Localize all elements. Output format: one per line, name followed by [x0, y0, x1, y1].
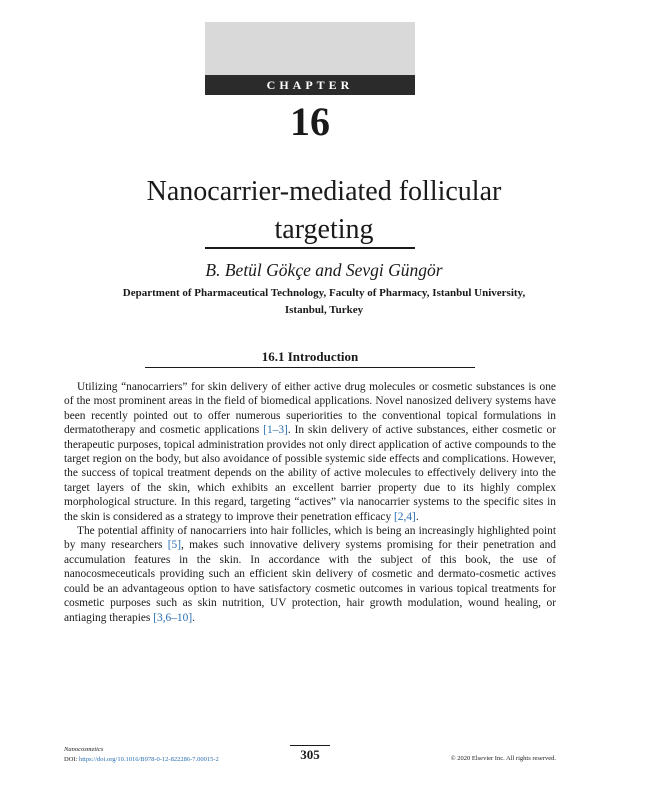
affiliation-line-1: Department of Pharmaceutical Technology, Faculty of Pharmacy, Istanbul University, [122, 287, 526, 299]
citation-link[interactable]: [1–3] [263, 424, 288, 437]
section-divider [145, 367, 475, 368]
section-heading: 16.1 Introduction [261, 349, 359, 364]
body-text [64, 380, 556, 625]
paragraph-text: , makes such innovative delivery systems promising for their penetration and accumulation features in the skin. In accordance with the subject of this book, the use of nanocosmeceuticals providing such an efficient skin delivery of cosmetic and dermato-cosmetic actives could be an advantageous option to have satisfactory cosmetic outcomes in various topical treatments for cosmetic purposes such as skin nutrition, UV protection, hair growth modulation, wound healing, or antiaging therapies [64, 539, 556, 624]
paragraph-2 [64, 524, 556, 625]
author-affiliation [70, 285, 578, 319]
paragraph-1 [64, 380, 556, 524]
doi-line [64, 755, 294, 765]
book-title: Nanocosmetics [64, 746, 104, 753]
author-names: B. Betül Gökçe and Sevgi Güngör [205, 260, 443, 280]
footer-citation [64, 745, 294, 765]
paragraph-text: Utilizing “nanocarriers” for skin delivery of either active drug molecules or cosmetic substances is one of the most prominent areas in the field of biomedical applications. Novel nanosized delivery systems have been recently pointed out to offer numerous superiorities to the conventional topical formulations in dermatotherapy and cosmetic applications [64, 381, 556, 437]
paragraph-text: . [415, 510, 419, 523]
paragraph-text: . [192, 611, 195, 624]
chapter-title-line-1: Nanocarrier-mediated follicular [146, 176, 502, 207]
chapter-header-block [205, 22, 415, 75]
copyright-notice: © 2020 Elsevier Inc. All rights reserved. [450, 755, 556, 762]
citation-link[interactable]: [2,4] [394, 510, 416, 523]
chapter-number: 16 [290, 99, 330, 144]
paragraph-text: The potential affinity of nanocarriers into hair follicles, which is being an increasingly highlighted point by many researchers [64, 525, 556, 552]
citation-link[interactable]: [5] [167, 539, 182, 552]
paragraph-text: . In skin delivery of active substances, either cosmetic or therapeutic purposes, topical administration provides not only direct application of active compounds to the target region on the body, but also avoidance of possible systemic side effects and complications. However, the success of topical treatment depends on the ability of active molecules to effectively delivery into the target layers of the skin, which exhibits an excellent barrier property due to its highly complex morphological structure. In this regard, targeting “actives” via nanocarrier systems to the specific sites in the skin is considered as a strategy to improve their penetration efficacy [64, 424, 557, 523]
doi-label: DOI: [64, 756, 79, 763]
citation-link[interactable]: [3,6–10] [153, 611, 193, 624]
affiliation-line-2: Istanbul, Turkey [284, 304, 364, 316]
doi-link[interactable]: https://doi.org/10.1016/B978-0-12-822286-7.00015-2 [78, 756, 219, 763]
page-number: 305 [300, 747, 320, 762]
chapter-label: CHAPTER [205, 75, 415, 95]
chapter-title [60, 173, 588, 249]
title-divider [205, 247, 415, 249]
chapter-title-line-2: targeting [274, 214, 374, 245]
footer-divider [290, 745, 330, 746]
